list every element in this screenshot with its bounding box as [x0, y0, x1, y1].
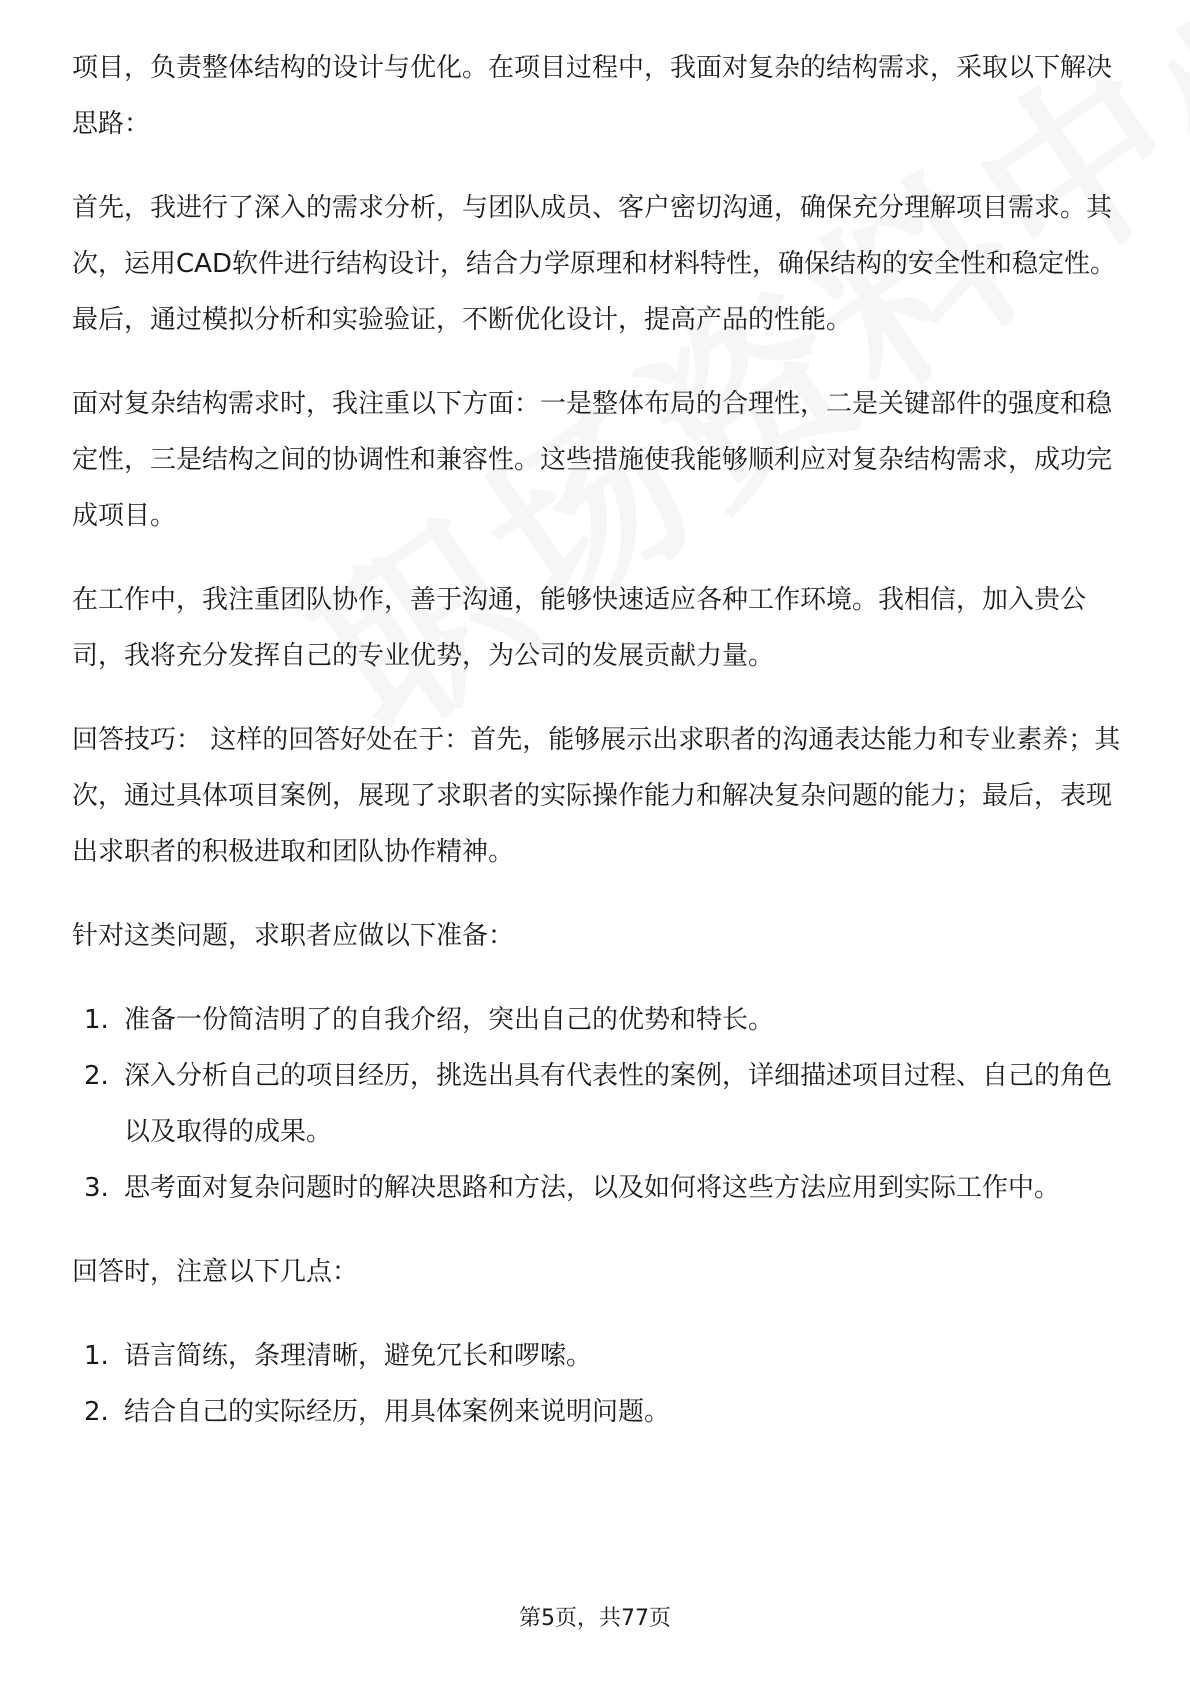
- list-item: [72, 1384, 1122, 1440]
- list-item: [72, 1160, 1122, 1216]
- paragraph-project-intro: 项目，负责整体结构的设计与优化。在项目过程中，我面对复杂的结构需求，采取以下解决思路：: [72, 53, 1113, 139]
- notes-list: [72, 1328, 1122, 1440]
- list-item-number: 1.: [84, 1005, 109, 1035]
- list-item-text: 结合自己的实际经历，用具体案例来说明问题。: [124, 1397, 671, 1427]
- list-item: [72, 1048, 1122, 1160]
- list-item-number: 2.: [84, 1061, 109, 1091]
- list-item-text: 思考面对复杂问题时的解决思路和方法，以及如何将这些方法应用到实际工作中。: [124, 1173, 1061, 1203]
- list-item: [72, 992, 1122, 1048]
- notes-heading: 回答时，注意以下几点：: [72, 1257, 359, 1287]
- page-number: 第5页，共77页: [519, 1606, 671, 1631]
- list-item-number: 3.: [84, 1173, 109, 1203]
- paragraph-prep-heading: 针对这类问题，求职者应做以下准备：: [72, 921, 515, 951]
- paragraph-teamwork: 在工作中，我注重团队协作，善于沟通，能够快速适应各种工作环境。我相信，加入贵公司，我将充分发挥自己的专业优势，为公司的发展贡献力量。: [72, 585, 1087, 671]
- prep-list: [72, 992, 1122, 1216]
- list-item-text: 语言简练，条理清晰，避免冗长和啰嗦。: [124, 1341, 593, 1371]
- list-item: [72, 1328, 1122, 1384]
- list-item-number: 2.: [84, 1397, 109, 1427]
- document-body: [72, 40, 1122, 1468]
- list-item-text: 准备一份简洁明了的自我介绍，突出自己的优势和特长。: [124, 1005, 775, 1035]
- paragraph-focus: 面对复杂结构需求时，我注重以下方面：一是整体布局的合理性，二是关键部件的强度和稳定性，三是结构之间的协调性和兼容性。这些措施使我能够顺利应对复杂结构需求，成功完成项目。: [72, 389, 1113, 531]
- list-item-number: 1.: [84, 1341, 109, 1371]
- list-item-text: 深入分析自己的项目经历，挑选出具有代表性的案例，详细描述项目过程、自己的角色以及取得的成果。: [124, 1061, 1113, 1147]
- paragraph-approach: 首先，我进行了深入的需求分析，与团队成员、客户密切沟通，确保充分理解项目需求。其次，运用CAD软件进行结构设计，结合力学原理和材料特性，确保结构的安全性和稳定性。最后，通过模拟分析和实验验证，不断优化设计，提高产品的性能。: [72, 193, 1116, 335]
- paragraph-answer-tips: 回答技巧： 这样的回答好处在于：首先，能够展示出求职者的沟通表达能力和专业素养；其次，通过具体项目案例，展现了求职者的实际操作能力和解决复杂问题的能力；最后，表现出求职者的积极进取和团队协作精神。: [72, 725, 1121, 867]
